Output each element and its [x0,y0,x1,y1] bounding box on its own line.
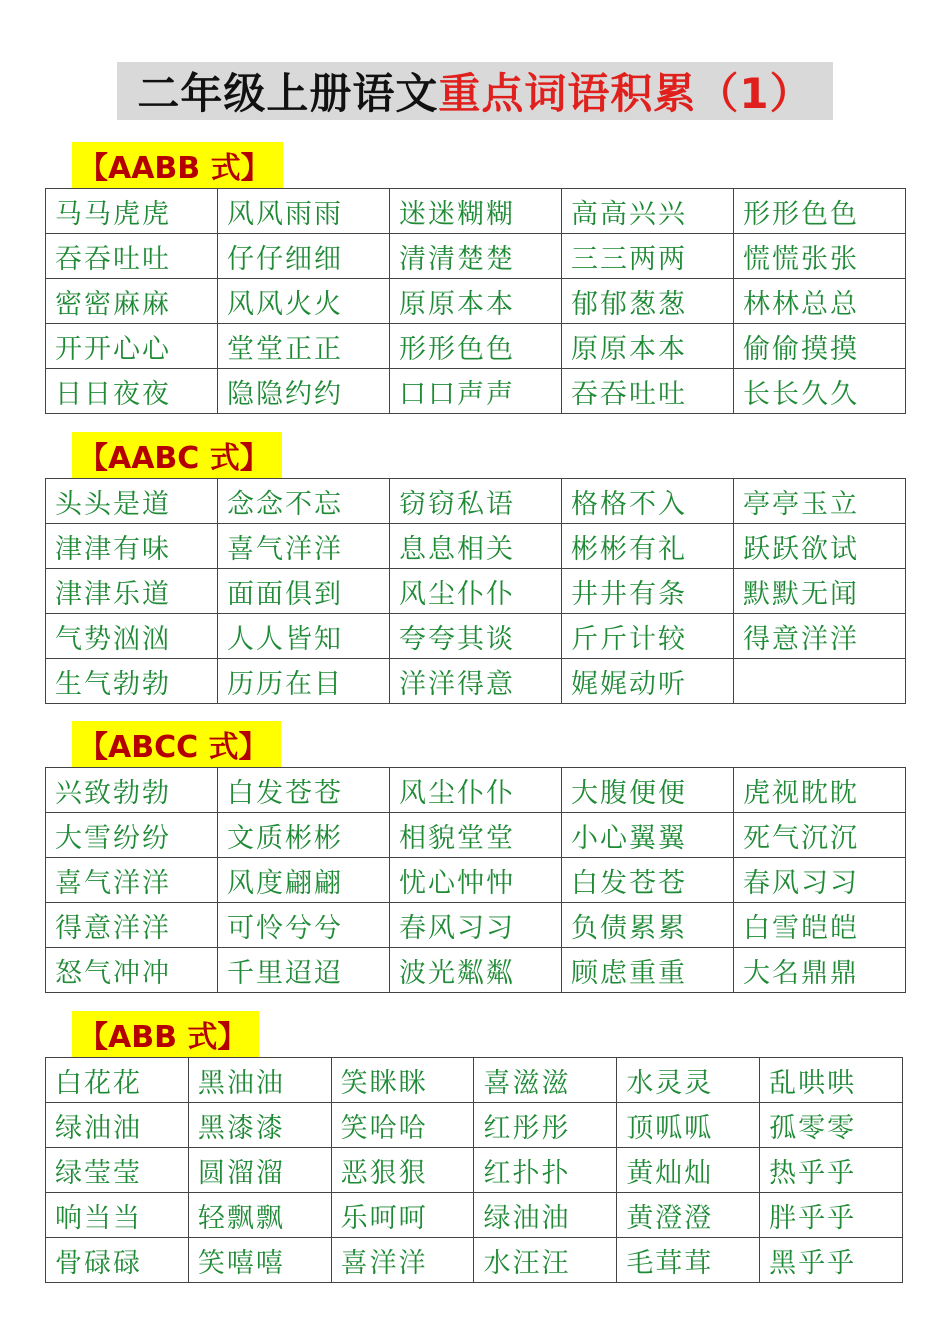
word-cell: 偷偷摸摸 [734,324,906,369]
word-cell: 喜气洋洋 [46,858,218,903]
table-row [46,279,906,324]
table-row [46,479,906,524]
word-cell: 小心翼翼 [562,813,734,858]
word-cell: 林林总总 [734,279,906,324]
word-cell: 春风习习 [734,858,906,903]
word-cell: 亭亭玉立 [734,479,906,524]
section-label: 【ABCC 式】 [72,721,281,767]
table-row [46,524,906,569]
word-cell: 忧心忡忡 [390,858,562,903]
word-cell: 红扑扑 [474,1148,617,1193]
word-cell: 慌慌张张 [734,234,906,279]
word-cell: 春风习习 [390,903,562,948]
word-cell: 笑眯眯 [331,1058,474,1103]
table-row [46,768,906,813]
word-cell: 得意洋洋 [734,614,906,659]
word-cell: 生气勃勃 [46,659,218,704]
word-cell: 默默无闻 [734,569,906,614]
word-cell: 胖乎乎 [760,1193,903,1238]
word-cell: 红彤彤 [474,1103,617,1148]
word-cell: 圆溜溜 [188,1148,331,1193]
word-cell: 高高兴兴 [562,189,734,234]
word-cell: 响当当 [46,1193,189,1238]
word-table [45,188,906,414]
table-row [46,324,906,369]
word-cell: 白发苍苍 [218,768,390,813]
word-cell: 千里迢迢 [218,948,390,993]
word-cell: 清清楚楚 [390,234,562,279]
word-cell: 水灵灵 [617,1058,760,1103]
word-cell: 大名鼎鼎 [734,948,906,993]
word-cell: 喜气洋洋 [218,524,390,569]
word-cell: 得意洋洋 [46,903,218,948]
word-cell [734,659,906,704]
word-cell: 顾虑重重 [562,948,734,993]
word-table [45,1057,903,1283]
word-table [45,478,906,704]
section-label: 【AABC 式】 [72,432,282,478]
word-cell: 口口声声 [390,369,562,414]
word-cell: 黑油油 [188,1058,331,1103]
table-row [46,1058,903,1103]
word-cell: 乐呵呵 [331,1193,474,1238]
table-row [46,569,906,614]
word-cell: 笑哈哈 [331,1103,474,1148]
word-cell: 原原本本 [562,324,734,369]
word-cell: 毛茸茸 [617,1238,760,1283]
word-cell: 格格不入 [562,479,734,524]
word-cell: 白发苍苍 [562,858,734,903]
word-cell: 头头是道 [46,479,218,524]
word-cell: 娓娓动听 [562,659,734,704]
table-row [46,189,906,234]
word-cell: 窃窃私语 [390,479,562,524]
word-cell: 长长久久 [734,369,906,414]
word-cell: 黑乎乎 [760,1238,903,1283]
title-grade: 二年级上册语文 [137,69,439,118]
word-cell: 文质彬彬 [218,813,390,858]
word-cell: 虎视眈眈 [734,768,906,813]
word-cell: 喜洋洋 [331,1238,474,1283]
word-cell: 开开心心 [46,324,218,369]
word-cell: 大腹便便 [562,768,734,813]
word-cell: 风尘仆仆 [390,569,562,614]
word-cell: 夸夸其谈 [390,614,562,659]
table-row [46,858,906,903]
word-cell: 津津乐道 [46,569,218,614]
word-cell: 轻飘飘 [188,1193,331,1238]
word-cell: 黄澄澄 [617,1193,760,1238]
table-row [46,369,906,414]
word-cell: 郁郁葱葱 [562,279,734,324]
word-cell: 恶狠狠 [331,1148,474,1193]
word-cell: 风风雨雨 [218,189,390,234]
word-cell: 吞吞吐吐 [562,369,734,414]
word-cell: 绿油油 [474,1193,617,1238]
word-cell: 风风火火 [218,279,390,324]
word-cell: 彬彬有礼 [562,524,734,569]
word-cell: 形形色色 [734,189,906,234]
table-row [46,1238,903,1283]
word-cell: 绿莹莹 [46,1148,189,1193]
word-cell: 面面俱到 [218,569,390,614]
word-cell: 波光粼粼 [390,948,562,993]
table-row [46,614,906,659]
word-cell: 日日夜夜 [46,369,218,414]
word-cell: 跃跃欲试 [734,524,906,569]
word-cell: 形形色色 [390,324,562,369]
word-cell: 历历在目 [218,659,390,704]
word-cell: 白雪皑皑 [734,903,906,948]
word-table [45,767,906,993]
word-cell: 顶呱呱 [617,1103,760,1148]
word-cell: 息息相关 [390,524,562,569]
word-cell: 井井有条 [562,569,734,614]
word-cell: 堂堂正正 [218,324,390,369]
word-cell: 白花花 [46,1058,189,1103]
table-row [46,813,906,858]
word-cell: 相貌堂堂 [390,813,562,858]
word-cell: 绿油油 [46,1103,189,1148]
word-cell: 水汪汪 [474,1238,617,1283]
table-row [46,1148,903,1193]
word-cell: 黄灿灿 [617,1148,760,1193]
word-cell: 原原本本 [390,279,562,324]
word-cell: 兴致勃勃 [46,768,218,813]
word-cell: 迷迷糊糊 [390,189,562,234]
word-cell: 孤零零 [760,1103,903,1148]
word-cell: 负债累累 [562,903,734,948]
section-label: 【AABB 式】 [72,142,283,188]
word-cell: 洋洋得意 [390,659,562,704]
table-row [46,1193,903,1238]
table-row [46,234,906,279]
word-cell: 吞吞吐吐 [46,234,218,279]
word-cell: 可怜兮兮 [218,903,390,948]
table-row [46,903,906,948]
word-cell: 斤斤计较 [562,614,734,659]
word-cell: 死气沉沉 [734,813,906,858]
word-cell: 风度翩翩 [218,858,390,903]
title-topic: 重点词语积累（1） [438,69,813,118]
word-cell: 风尘仆仆 [390,768,562,813]
word-cell: 喜滋滋 [474,1058,617,1103]
word-cell: 仔仔细细 [218,234,390,279]
word-cell: 乱哄哄 [760,1058,903,1103]
word-cell: 马马虎虎 [46,189,218,234]
word-cell: 怒气冲冲 [46,948,218,993]
word-cell: 隐隐约约 [218,369,390,414]
table-row [46,1103,903,1148]
table-row [46,659,906,704]
table-row [46,948,906,993]
word-cell: 津津有味 [46,524,218,569]
word-cell: 密密麻麻 [46,279,218,324]
word-cell: 热乎乎 [760,1148,903,1193]
section-label: 【ABB 式】 [72,1011,259,1057]
page-title [117,62,833,120]
word-cell: 人人皆知 [218,614,390,659]
word-cell: 气势汹汹 [46,614,218,659]
word-cell: 黑漆漆 [188,1103,331,1148]
word-cell: 大雪纷纷 [46,813,218,858]
word-cell: 骨碌碌 [46,1238,189,1283]
word-cell: 笑嘻嘻 [188,1238,331,1283]
word-cell: 念念不忘 [218,479,390,524]
word-cell: 三三两两 [562,234,734,279]
